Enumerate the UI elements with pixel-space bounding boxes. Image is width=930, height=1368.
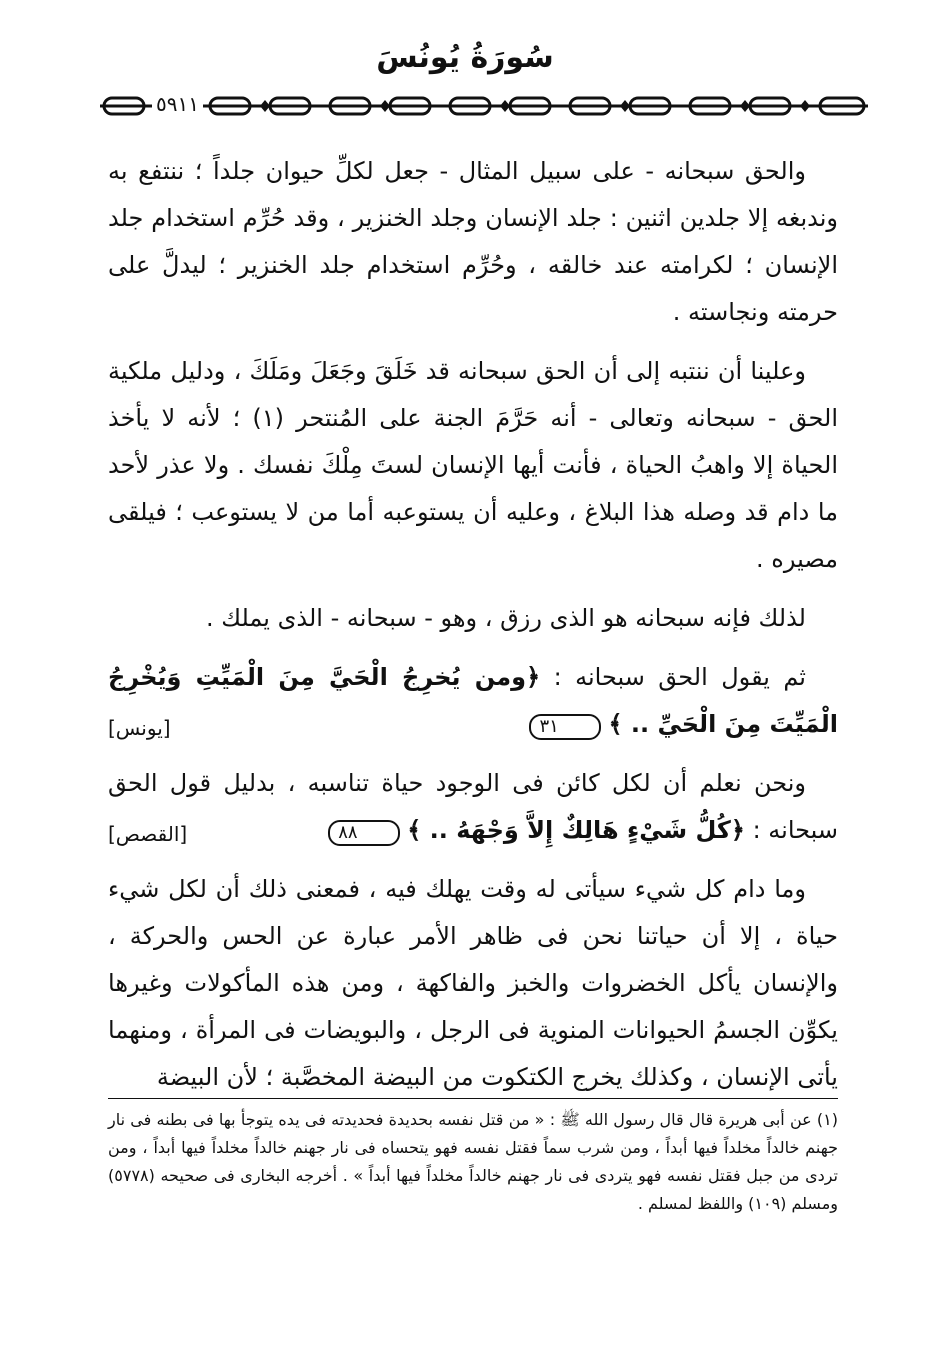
ornamental-rule [100,88,868,124]
surah-title: سُورَةُ يُونُسَ [376,40,554,75]
verse-intro: ونحن نعلم أن لكل كائن فى الوجود حياة تناسبه ، بدليل قول الحق سبحانه : [108,769,838,844]
footnote: (١) عن أبى هريرة قال قال رسول الله ﷺ : « من قتل نفسه بحديدة فحديدته فى يده يتوجأ بها فى بطنه فى نار جهنم خالداً مخلداً فيها أبداً ، ومن شرب سماً فقتل نفسه فهو يتحساه فى نار جهنم خالداً مخلداً فيها أبداً ، ومن تردى من جبل فقتل نفسه فهو يتردى فى نار جهنم خالداً مخلداً فيها أبداً » . أخرجه البخارى فى صحيحه (٥٧٧٨) ومسلم (١٠٩) واللفظ لمسلم . [108,1110,838,1213]
surah-reference: [يونس] [108,716,171,740]
surah-reference: [القصص] [108,822,188,846]
verse-block-1 [108,654,838,748]
page-number: ٥٩١١ [152,92,203,116]
ayah-number: ٣١ [529,714,600,740]
verse-intro: ثم يقول الحق سبحانه : [553,663,806,691]
verse-block-2 [108,760,838,854]
quran-verse: ﴿ومن يُخرِجُ الْحَيَّ مِنَ الْمَيِّتِ وَيُخْرِجُ الْمَيِّتَ مِنَ الْحَيِّ .. ﴾ [108,663,838,738]
paragraph-1: والحق سبحانه - على سبيل المثال - جعل لكلِّ حيوان جلداً ؛ ننتفع به وندبغه إلا جلدين اثنين : جلد الإنسان وجلد الخنزير ، وقد حُرِّم استخدام جلد الإنسان ؛ لكرامته عند خالقه ، وحُرِّم استخدام جلد الخنزير ؛ ليدلَّ على حرمته ونجاسته . [108,157,838,326]
paragraph-4: وما دام كل شيء سيأتى له وقت يهلك فيه ، فمعنى ذلك أن لكل شيء حياة ، إلا أن حياتنا نحن فى ظاهر الأمر عبارة عن الحس والحركة ، والإنسان يأكل الخضروات والخبز والفاكهة ، ومن هذه المأكولات وغيرها يكوِّن الجسمُ الحيوانات المنوية فى الرجل ، والبويضات فى المرأة ، ومنهما يأتى الإنسان ، وكذلك يخرج الكتكوت من البيضة المخصَّبة ؛ لأن البيضة [108,875,838,1091]
footnote-divider [108,1098,838,1099]
paragraph-3: لذلك فإنه سبحانه هو الذى رزق ، وهو - سبحانه - الذى يملك . [205,604,806,632]
ayah-number: ٨٨ [328,820,399,846]
quran-verse: ﴿كُلُّ شَيْءٍ هَالِكٌ إِلاَّ وَجْهَهُ .. ﴾ [407,816,745,844]
paragraph-2: وعلينا أن ننتبه إلى أن الحق سبحانه قد خَلَقَ وجَعَلَ ومَلَكَ ، ودليل ملكية الحق - سبحانه وتعالى - أنه حَرَّمَ الجنة على المُنتحر (١) ؛ لأنه لا يأخذ الحياة إلا واهبُ الحياة ، فأنت أيها الإنسان لستَ مِلْكَ نفسك . ولا عذر لأحد ما دام قد وصله هذا البلاغ ، وعليه أن يستوعبه أما من لا يستوعب ؛ فيلقى مصيره . [108,357,839,573]
main-text [108,148,838,1113]
